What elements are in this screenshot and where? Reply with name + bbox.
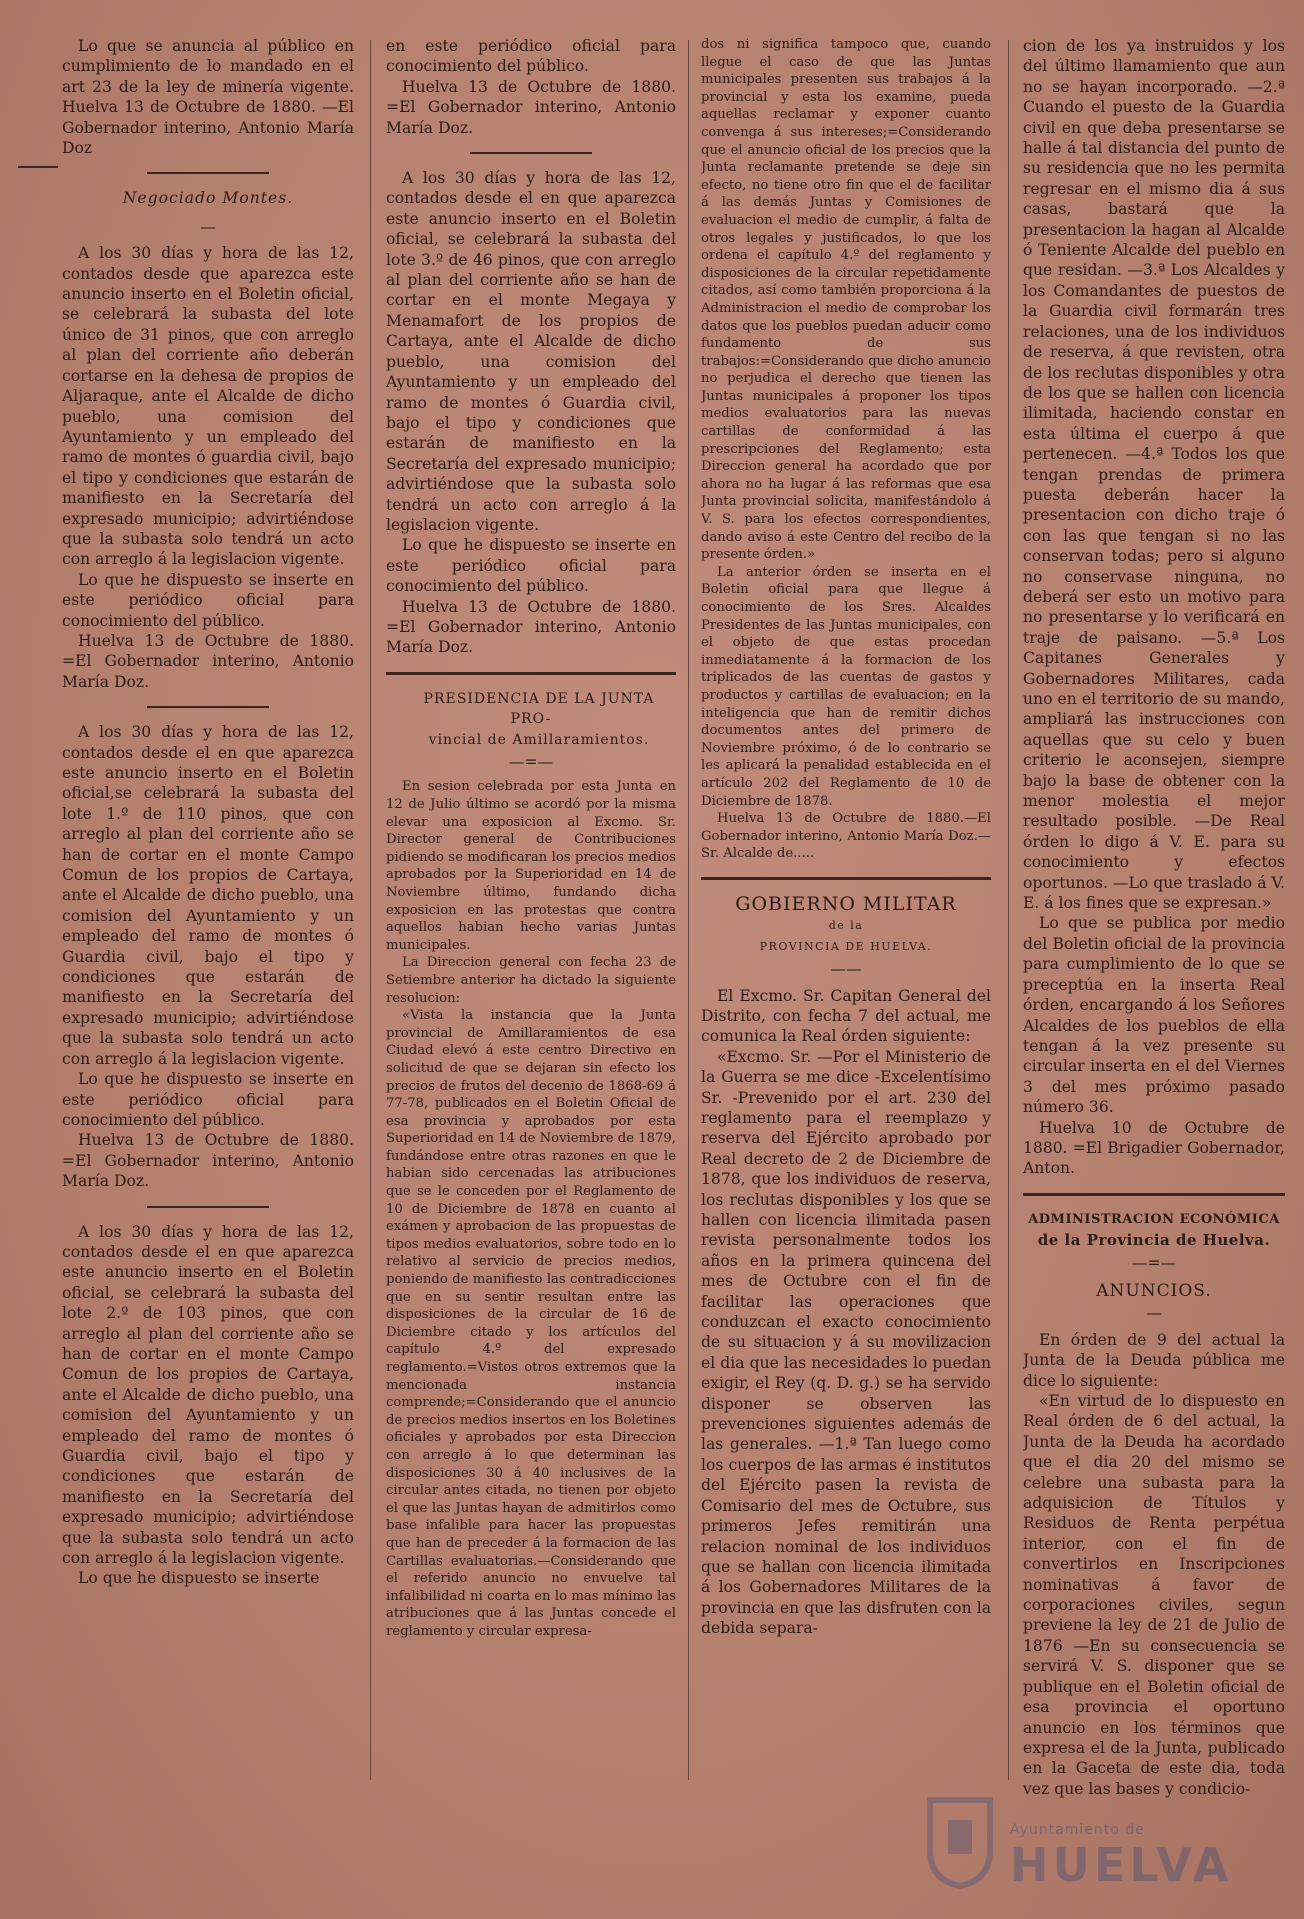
gobierno-militar-subtitle: de la [828,919,864,933]
column-divider [688,40,689,1780]
auction-notice-3-continued: en este periódico oficial para conocimiento del público. [386,37,676,76]
auction-notice-3-signature: Huelva 13 de Octubre de 1880. =El Gobernador interino, Antonio María Doz. [386,77,676,137]
auction-notice-4-signature: Huelva 13 de Octubre de 1880. =El Gobernador interino, Antonio María Doz. [386,597,676,657]
separator [386,672,676,675]
amillaramientos-resolution: «Vista la instancia que la Junta provincial de Amillaramientos de esa Ciudad elevó á este centro Directivo en solicitud de que se dejaran sin efecto los precios de frutos del decenio de 1868-69 á 77-78, publicados en el Boletin Oficial de esa provincia y aprobados por esta Superioridad en 14 de Noviembre de 1879, fundándose entre otras razones en que le habian sido cercenadas las atribuciones que se le conceden por el Reglamento de 10 de Diciembre de 1878 en cuanto al exámen y aprobacion de las propuestas de tipos medios evaluatorios, sobre todo en lo relativo al servicio de precios medios, poniendo de manifiesto las contradicciones que en su sentir resultan entre las disposiciones de la circular de 16 de Diciembre citado y los artículos del capítulo 4.º del expresado reglamento.=Vistos otros extremos que la mencionada instancia comprende;=Considerando que el anuncio de precios medios insertos en los Boletines oficiales y aprobados por esta Direccion con arreglo á lo que determinan las disposiciones 30 á 40 inclusives de la circular antes citada, no tienen por objeto el que las Juntas hayan de admitirlos como base infalible para hacer las propuestas que han de preceder á la formacion de las Cartillas evaluatorias.—Considerando que el referido anuncio no envuelve tal infalibilidad ni coarta en lo mas mínimo las atribuciones que á las Juntas concede el reglamento y circular expresa- [386,1008,676,1639]
separator [147,172,270,174]
separator [147,1206,270,1208]
administracion-title: ADMINISTRACION ECONÓMICA [1028,1211,1280,1227]
column-4: cion de los ya instruidos y los del último llamamiento que aun no se hayan incorporado. —2.ª Cuando el puesto de la Guardia civil en que deba presentarse se halle á tal distancia del punto de su residencia que no les permita regresar en el mismo dia á sus casas, bastará que la presentacion la hagan al Alcalde ó Teniente Alcalde del pueblo en que residan. —3.ª Los Alcaldes y los Comandantes de puestos de la Guardia civil formarán tres relaciones, una de los individuos de reserva, á que revisten, otra de los reclutas disponibles y otra de los que se hallen con licencia ilimitada, haciendo constar en esta última el cuerpo á que pertenecen. —4.ª Todos los que tengan prendas de primera puesta deberán hacer la presentacion con dicho traje ó con las que tengan si no las conservan todas; pero si alguno no conservase ninguna, no deberá ser esto un motivo para no presentarse y lo verificará en traje de paisano. —5.ª Los Capitanes Generales y Gobernadores Militares, cada uno en el territorio de su mando, ampliará las instrucciones con aquellas que su celo y buen criterio le aconsejen, siempre bajo la base de obtener con la menor molestia el mejor resultado posible. —De Real órden lo digo á V. E. para su conocimiento y efectos oportunos. —Lo que traslado á V. E. á los fines que se expresan.» Lo que se publica por medio del Boletin oficial de la provincia para cumplimiento de lo que se preceptúa en la inserta Real órden, encargando á los Señores Alcaldes de los pueblos de ella tengan á la vez presente su circular inserta en el del Viernes 3 del mes próximo pasado número 36. Huelva 10 de Octubre de 1880. =El Brigadier Gobernador, Anton. ADMINISTRACION ECONÓMICA de la Provincia de Huelva. —=— ANUNCIOS. — En órden de 9 del actual la Junta de la Deuda pública me dice lo siguiente: «En virtud de lo dispuesto en Real órden de 6 del actual, la Junta de la Deuda ha acordado que el dia 20 del mismo se celebre una subasta para la adquisicion de Títulos y Residuos de Renta perpétua interior, con el fin de convertirlos en Inscripciones nominativas á favor de corporaciones civiles, segun previene la ley de 21 de Julio de 1876 —En su consecuencia se servirá V. S. disponer que se publique en el Boletin oficial de esa provincia el oportuno anuncio en los términos que expresa el de la Junta, publicado en la Gaceta de este dia, toda vez que las bases y condicio- [1023,37,1285,1798]
separator [1023,1193,1285,1196]
auction-notice-2-publish: Lo que he dispuesto se inserte en este periódico oficial para conocimiento del público. [62,1070,354,1129]
gobierno-militar-province: PROVINCIA DE HUELVA. [759,939,933,953]
city-crest-icon [920,1790,1000,1890]
column-3: dos ni significa tampoco que, cuando llegue el caso de que las Juntas municipales presenten sus trabajos á la provincial y esta los examine, pueda aquellas reclamar y exponer cuanto convenga á sus intereses;=Considerando que el anuncio oficial de los precios que la Junta reclamante pretende se deje sin efecto, no tiene otro fin que el de facilitar á las demás Juntas y Comisiones de evaluacion el medio de cumplir, á falta de otros legales y justificados, lo que los ordena el capítulo 4.º del reglamento y disposiciones de la circular repetidamente citados, así como también proporciona á la Administracion el medio de comprobar los datos que los pueblos puedan aducir como fundamento de sus trabajos:=Considerando que dicho anuncio no perjudica el derecho que tienen las Juntas municipales á proponer los tipos medios evaluatorios para las nuevas cartillas de conformidad á las prescripciones del Reglamento; esta Direccion general ha acordado que por ahora no ha lugar á las reformas que esa Junta provincial solicita, manifestándolo á V. S. para los efectos correspondientes, dando aviso á este Centro del recibo de la presente órden.» La anterior órden se inserta en el Boletin oficial para que llegue á conocimiento de los Sres. Alcaldes Presidentes de las Juntas municipales, con el objeto de que estas procedan inmediatamente á la formacion de los triplicados de las cuentas de gastos y productos y cartillas de evaluacion; en la inteligencia que han de remitir dichos documentos antes del primero de Noviembre próximo, ó de lo contrario se les aplicará la penalidad establecida en el artículo 202 del Reglamento de 10 de Diciembre de 1878. Huelva 13 de Octubre de 1880.—El Gobernador interino, Antonio María Doz.—Sr. Alcalde de..... GOBIERNO MILITAR de la PROVINCIA DE HUELVA. —— El Excmo. Sr. Capitan General del Distrito, con fecha 7 del actual, me comunica la Real órden siguiente: «Excmo. Sr. —Por el Ministerio de la Guerra se me dice -Excelentísimo Sr. -Prevenido por el art. 230 del reglamento para el reemplazo y reserva del Ejército aprobado por Real decreto de 2 de Diciembre de 1878, que los individuos de reserva, los reclutas disponibles y los que se hallen con licencia ilimitada pasen revista personalmente todos los años en la primera quincena del mes de Octubre con el fin de facilitar las operaciones que conduzcan el exacto conocimiento de su situacion y á su movilizacion el dia que las necesidades lo puedan exigir, el Rey (q. D. g.) se ha servido disponer se observen las prevenciones siguientes además de las generales. —1.ª Tan luego como los cuerpos de las armas é institutos del Ejército pasen la revista de Comisario del mes de Octubre, sus primeros Jefes remitirán una relacion nominal de los individuos que se hallan con licencia ilimitada á los Gobernadores Militares de la provincia en que las disfruten con la debida separa- [701,37,991,1638]
amillaramientos-signature: Huelva 13 de Octubre de 1880.—El Gobernador interino, Antonio María Doz.—Sr. Alcalde de..... [701,811,991,862]
amillaramientos-order: La anterior órden se inserta en el Boletin oficial para que llegue á conocimiento de los Sres. Alcaldes Presidentes de las Juntas municipales, con el objeto de que estas procedan inmediatamente á la formacion de los triplicados de las cuentas de gastos y productos y cartillas de evaluacion; en la inteligencia que han de remitir dichos documentos antes del primero de Noviembre próximo, ó de lo contrario se les aplicará la penalidad establecida en el artículo 202 del Reglamento de 10 de Diciembre de 1878. [701,564,991,809]
military-order-publish: Lo que se publica por medio del Boletin oficial de la provincia para cumplimiento de lo que se preceptúa en la inserta Real órden, encargando á los Señores Alcaldes de los pueblos de ella tengan á la vez presente su circular inserta en el del Viernes 3 del mes próximo pasado número 36. [1023,914,1285,1117]
column-divider [370,40,371,1780]
auction-notice-2: A los 30 días y hora de las 12, contados desde el en que aparezca este anuncio inserto en el Boletin oficial,se celebrará la subasta del lote 1.º de 110 pinos, que con arreglo al plan del corriente año se han de cortar en el monte Campo Comun de los propios de Cartaya, ante el Alcalde de dicho pueblo, una comision del Ayuntamiento y un empleado del ramo de montes ó Guardia civil, bajo el tipo y condiciones que estarán de manifiesto en la Secretaría del expresado municipio; advirtiéndose que la subasta solo tendrá un acto con arreglo á la legislacion vigente. [62,723,354,1068]
administracion-subtitle: de la Provincia de Huelva. [1037,1231,1271,1250]
auction-notice-1-publish: Lo que he dispuesto se inserte en este periódico oficial para conocimiento del público. [62,570,354,630]
auction-notice-2-signature: Huelva 13 de Octubre de 1880. =El Gobernador interino, Antonio María Doz. [62,1131,354,1191]
military-order-signature: Huelva 10 de Octubre de 1880. =El Brigadier Gobernador, Anton. [1023,1118,1285,1178]
auction-notice-1-signature: Huelva 13 de Octubre de 1880. =El Gobernador interino, Antonio María Doz. [62,631,354,691]
auction-notice-4-publish: Lo que he dispuesto se inserte en este periódico oficial para conocimiento del público. [386,536,676,596]
margin-mark [18,166,58,168]
column-2: en este periódico oficial para conocimiento del público. Huelva 13 de Octubre de 1880. =El Gobernador interino, Antonio María Doz. A los 30 días y hora de las 12, contados desde el en que aparezca este anuncio inserto en el Boletin oficial, se celebrará la subasta del lote 3.º de 46 pinos, que con arreglo al plan del corriente año se han de cortar en el monte Megaya y Menamafort de los propios de Cartaya, ante el Alcalde de dicho pueblo, una comision del Ayuntamiento y un empleado del ramo de montes ó Guardia civil, bajo el tipo y condiciones que estarán de manifiesto en la Secretaría del expresado municipio; advirtiéndose que la subasta solo tendrá un acto con arreglo á la legislacion vigente. Lo que he dispuesto se inserte en este periódico oficial para conocimiento del público. Huelva 13 de Octubre de 1880. =El Gobernador interino, Antonio María Doz. PRESIDENCIA DE LA JUNTA PRO- vincial de Amillaramientos. —=— En sesion celebrada por esta Junta en 12 de Julio último se acordó por la misma elevar una exposicion al Excmo. Sr. Director general de Contribuciones pidiendo se modificaran los precios medios aprobados por la Superioridad en 14 de Noviembre último, fundando dicha exposicion en las protestas que contra aquellos habian hecho varias Juntas municipales. La Direccion general con fecha 23 de Setiembre anterior ha dictado la siguiente resolucion: «Vista la instancia que la Junta provincial de Amillaramientos de esa Ciudad elevó á este centro Directivo en solicitud de que se dejaran sin efecto los precios de frutos del decenio de 1868-69 á 77-78, publicados en el Boletin Oficial de esa provincia y aprobados por esta Superioridad en 14 de Noviembre de 1879, fundándose entre otras razones en que le habian sido cercenadas las atribuciones que se le conceden por el Reglamento de 10 de Diciembre de 1878 en cuanto al exámen y aprobacion de las propuestas de tipos medios evaluatorios, sobre todo en lo relativo al servicio de precios medios, poniendo de manifiesto las contradicciones que en su sentir resultan entre las disposiciones de la circular de 16 de Diciembre citado y los artículos del capítulo 4.º del expresado reglamento.=Vistos otros extremos que la mencionada instancia comprende;=Considerando que el anuncio de precios medios insertos en los Boletines oficiales y aprobados por esta Direccion con arreglo á lo que determinan las disposiciones 30 á 40 inclusives de la circular antes citada, no tienen por objeto el que las Juntas hayan de admitirlos como base infalible para hacer las propuestas que han de preceder á la formacion de las Cartillas evaluatorias.—Considerando que el referido anuncio no envuelve tal infalibilidad ni coarta en lo mas mínimo las atribuciones que á las Juntas concede el reglamento y circular expresa- [386,37,676,1639]
mining-notice: Lo que se anuncia al público en cumplimiento de lo mandado en el art 23 de la ley de minería vigente. Huelva 13 de Octubre de 1880. —El Gobernador interino, Antonio María Doz [62,37,354,158]
amillaramientos-intro: En sesion celebrada por esta Junta en 12 de Julio último se acordó por la misma elevar una exposicion al Excmo. Sr. Director general de Contribuciones pidiendo se modificaran los precios medios aprobados por la Superioridad en 14 de Noviembre último, fundando dicha exposicion en las protestas que contra aquellos habian hecho varias Juntas municipales. [386,779,676,953]
auction-notice-3-publish: Lo que he dispuesto se inserte [78,1569,320,1588]
deuda-notice-intro: En órden de 9 del actual la Junta de la Deuda pública me dice lo siguiente: [1023,1330,1285,1390]
amillaramientos-resolution-continued: dos ni significa tampoco que, cuando llegue el caso de que las Juntas municipales presenten sus trabajos á la provincial y esta los examine, pueda aquellas reclamar y exponer cuanto convenga á sus intereses;=Considerando que el anuncio oficial de los precios que la Junta reclamante pretende se deje sin efecto, no tiene otro fin que el de facilitar á las demás Juntas y Comisiones de evaluacion el medio de cumplir, á falta de otros legales y justificados, lo que los ordena el capítulo 4.º del reglamento y disposiciones de la circular repetidamente citados, así como también proporciona á la Administracion el medio de comprobar los datos que los pueblos puedan aducir como fundamento de sus trabajos:=Considerando que dicho anuncio no perjudica el derecho que tienen las Juntas municipales á proponer los tipos medios evaluatorios para las nuevas cartillas de conformidad á las prescripciones del Reglamento; esta Direccion general ha acordado que por ahora no ha lugar á las reformas que esa Junta provincial solicita, manifestándolo á V. S. para los efectos correspondientes, dando aviso á este Centro del recibo de la presente órden.» [701,37,991,563]
amillaramientos-body [386,778,676,1640]
column-1: Lo que se anuncia al público en cumplimiento de lo mandado en el art 23 de la ley de minería vigente. Huelva 13 de Octubre de 1880. —El Gobernador interino, Antonio María Doz Negociado Montes. — A los 30 días y hora de las 12, contados desde que aparezca este anuncio inserto en el Boletin oficial, se celebrará la subasta del lote único de 31 pinos, que con arreglo al plan del corriente año deberán cortarse en la dehesa de propios de Aljaraque, ante el Alcalde de dicho pueblo, una comision del Ayuntamiento y un empleado del ramo de montes ó guardia civil, bajo el tipo y condiciones que estarán de manifiesto en la Secretaría del expresado municipio; advirtiéndose que la subasta solo tendrá un acto con arreglo á la legislacion vigente. Lo que he dispuesto se inserte en este periódico oficial para conocimiento del público. Huelva 13 de Octubre de 1880. =El Gobernador interino, Antonio María Doz. A los 30 días y hora de las 12, contados desde el en que aparezca este anuncio inserto en el Boletin oficial,se celebrará la subasta del lote 1.º de 110 pinos, que con arreglo al plan del corriente año se han de cortar en el monte Campo Comun de los propios de Cartaya, ante el Alcalde de dicho pueblo, una comision del Ayuntamiento y un empleado del ramo de montes ó Guardia civil, bajo el tipo y condiciones que estarán de manifiesto en la Secretaría del expresado municipio; advirtiéndose que la subasta solo tendrá un acto con arreglo á la legislacion vigente. Lo que he dispuesto se inserte en este periódico oficial para conocimiento del público. Huelva 13 de Octubre de 1880. =El Gobernador interino, Antonio María Doz. A los 30 días y hora de las 12, contados desde el en que aparezca este anuncio inserto en el Boletin oficial, se celebrará la subasta del lote 2.º de 103 pinos, que con arreglo al plan del corriente año se han de cortar en el monte Campo Comun de los propios de Cartaya, ante el Alcalde de dicho pueblo, una comision del Ayuntamiento y un empleado del ramo de montes ó Guardia civil, bajo el tipo y condiciones que estarán de manifiesto en la Secretaría del expresado municipio; advirtiéndose que la subasta solo tendrá un acto con arreglo á la legislacion vigente. Lo que he dispuesto se inserte [62,37,354,1588]
military-order-continued: cion de los ya instruidos y los del último llamamiento que aun no se hayan incorporado. —2.ª Cuando el puesto de la Guardia civil en que deba presentarse se halle á tal distancia del punto de su residencia que no les permita regresar en el mismo dia á sus casas, bastará que la presentacion la hagan al Alcalde ó Teniente Alcalde del pueblo en que residan. —3.ª Los Alcaldes y los Comandantes de puestos de la Guardia civil formarán tres relaciones, una de los individuos de reserva, á que revisten, otra de los reclutas disponibles y otra de los que se hallen con licencia ilimitada, haciendo constar en esta última el cuerpo á que pertenecen. —4.ª Todos los que tengan prendas de primera puesta deberán hacer la presentacion con dicho traje ó con las que tengan si no las conservan todas; pero si alguno no conservase ninguna, no deberá ser esto un motivo para no presentarse y lo verificará en traje de paisano. —5.ª Los Capitanes Generales y Gobernadores Militares, cada uno en el territorio de su mando, ampliará las instrucciones con aquellas que su celo y buen criterio le aconsejen, siempre bajo la base de obtener con la menor molestia el mejor resultado posible. —De Real órden lo digo á V. E. para su conocimiento y efectos oportunos. —Lo que traslado á V. E. á los fines que se expresan.» [1023,37,1285,913]
deuda-notice-body: «En virtud de lo dispuesto en Real órden de 6 del actual, la Junta de la Deuda ha acordado que el dia 20 del mismo se celebre una subasta para la adquisicion de Títulos y Residuos de Renta perpétua interior, con el fin de convertirlos en Inscripciones nominativas á favor de corporaciones civiles, segun previene la ley de 21 de Julio de 1876 —En su consecuencia se servirá V. S. disponer que se publique en el Boletin oficial de esa provincia el oportuno anuncio en los términos que expresa el de la Junta, publicado en la Gaceta de este dia, toda vez que las bases y condicio- [1023,1392,1285,1798]
auction-notice-3: A los 30 días y hora de las 12, contados desde el en que aparezca este anuncio inserto en el Boletin oficial, se celebrará la subasta del lote 2.º de 103 pinos, que con arreglo al plan del corriente año se han de cortar en el monte Campo Comun de los propios de Cartaya, ante el Alcalde de dicho pueblo, una comision del Ayuntamiento y un empleado del ramo de montes ó Guardia civil, bajo el tipo y condiciones que estarán de manifiesto en la Secretaría del expresado municipio; advirtiéndose que la subasta solo tendrá un acto con arreglo á la legislacion vigente. [62,1222,354,1568]
amillaramientos-resolution-intro: La Direccion general con fecha 23 de Setiembre anterior ha dictado la siguiente resolucion: [386,955,676,1006]
column-divider [1008,40,1009,1780]
amillaramientos-continued [701,36,991,863]
auction-notice-1: A los 30 días y hora de las 12, contados desde que aparezca este anuncio inserto en el Boletin oficial, se celebrará la subasta del lote único de 31 pinos, que con arreglo al plan del corriente año deberán cortarse en la dehesa de propios de Aljaraque, ante el Alcalde de dicho pueblo, una comision del Ayuntamiento y un empleado del ramo de montes ó guardia civil, bajo el tipo y condiciones que estarán de manifiesto en la Secretaría del expresado municipio; advirtiéndose que la subasta solo tendrá un acto con arreglo á la legislacion vigente. [62,244,354,569]
anuncios-title: ANUNCIOS. [1096,1280,1212,1301]
separator [701,877,991,880]
watermark-title: HUELVA [1010,1838,1233,1892]
separator [470,152,592,154]
military-order-body: «Excmo. Sr. —Por el Ministerio de la Guerra se me dice -Excelentísimo Sr. -Prevenido por el art. 230 del reglamento para el reemplazo y reserva del Ejército aprobado por Real decreto de 2 de Diciembre de 1878, que los individuos de reserva, los reclutas disponibles y los que se hallen con licencia ilimitada pasen revista personalmente todos los años en la primera quincena del mes de Octubre con el fin de facilitar las operaciones que conduzcan el exacto conocimiento de su situacion y á su movilizacion el dia que las necesidades lo puedan exigir, el Rey (q. D. g.) se ha servido disponer se observen las prevenciones siguientes además de las generales. —1.ª Tan luego como los cuerpos de las armas é institutos del Ejército pasen la revista de Comisario del mes de Octubre, sus primeros Jefes remitirán una relacion nominal de los individuos que se hallan con licencia ilimitada á los Gobernadores Militares de la provincia en que las disfruten con la debida separa- [701,1047,991,1638]
separator [147,706,270,708]
gobierno-militar-title: GOBIERNO MILITAR [735,892,957,915]
military-order-intro: El Excmo. Sr. Capitan General del Distrito, con fecha 7 del actual, me comunica la Real órden siguiente: [701,986,991,1046]
watermark-subtitle: Ayuntamiento de [1010,1822,1145,1838]
auction-notice-4: A los 30 días y hora de las 12, contados desde el en que aparezca este anuncio inserto en el Boletin oficial, se celebrará la subasta del lote 3.º de 46 pinos, que con arreglo al plan del corriente año se han de cortar en el monte Megaya y Menamafort de los propios de Cartaya, ante el Alcalde de dicho pueblo, una comision del Ayuntamiento y un empleado del ramo de montes ó Guardia civil, bajo el tipo y condiciones que estarán de manifiesto en la Secretaría del expresado municipio; advirtiéndose que la subasta solo tendrá un acto con arreglo á la legislacion vigente. [386,169,676,534]
junta-title-line2: vincial de Amillaramientos. [428,731,650,748]
section-title-montes: Negociado Montes. [122,189,294,208]
junta-title-line1: PRESIDENCIA DE LA JUNTA PRO- [423,690,655,728]
